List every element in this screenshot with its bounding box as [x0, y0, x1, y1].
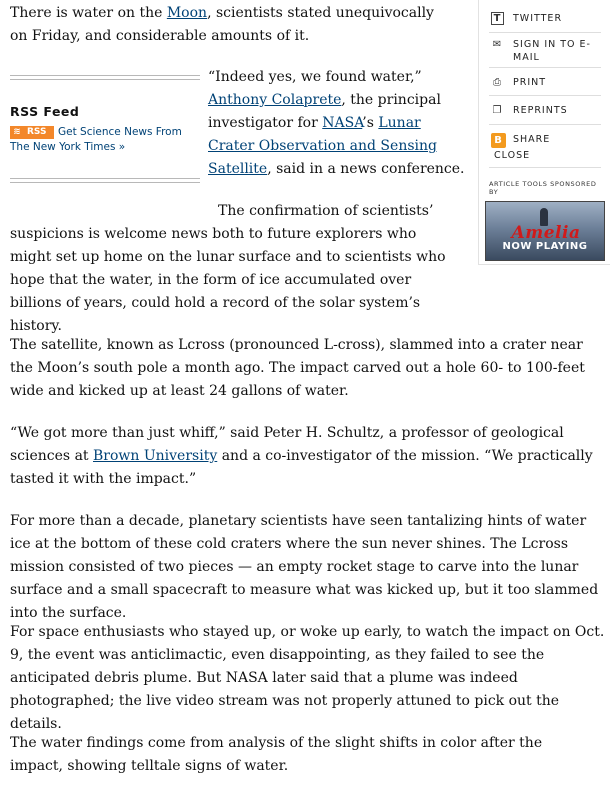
tool-divider — [489, 67, 601, 68]
email-icon: ✉ — [492, 39, 503, 50]
tool-divider — [489, 167, 601, 168]
paragraph-findings: The water findings come from analysis of the slight shifts in color after the impact, showing telltale signs of water. — [10, 735, 543, 774]
paragraph-quote: “Indeed yes, we found water,” Anthony Colaprete, the principal investigator for NASA’s Lunar Crater Observation and Sensing Satellite, said in a news conference. — [208, 69, 465, 177]
rss-top-rule — [10, 75, 200, 80]
brown-university-link[interactable]: Brown University — [93, 448, 218, 464]
paragraph-decade: For more than a decade, planetary scientists have seen tantalizing hints of water ice at the bottom of these cold craters where the sun never shines. The Lcross mission consisted of two pieces — an empty rocket stage to carve into the lunar surface and a small spacecraft to measure what was kicked up, but it too slammed into the surface. — [10, 513, 599, 621]
lcross-mission-link[interactable]: Lunar Crater Observation and Sensing Satellite — [208, 115, 437, 177]
ad-title: Amelia — [511, 223, 581, 243]
rss-title: RSS Feed — [10, 104, 80, 119]
rss-icon: ≋ — [13, 127, 21, 137]
sponsor-ad[interactable] — [485, 201, 605, 261]
moon-link[interactable]: Moon — [166, 5, 208, 21]
nasa-link[interactable]: NASA — [322, 115, 363, 131]
paragraph-satellite: The satellite, known as Lcross (pronounced L-cross), slammed into a crater near the Moon’s south pole a month ago. The impact carved out a hole 60- to 100-feet wide and kicked up at least 24 gallons of water. — [10, 337, 585, 399]
paragraph-intro: There is water on the Moon, scientists stated unequivocally on Friday, and considerable amounts of it. — [10, 5, 434, 44]
twitter-icon: T — [491, 12, 504, 25]
paragraph-enthusiasts: For space enthusiasts who stayed up, or woke up early, to watch the impact on Oct. 9, the event was anticlimactic, even disappointing, as they failed to see the anticipated debris plume. But NASA later said that a plume was indeed photographed; the live video stream was not properly attuned to pick out the details. — [10, 624, 605, 732]
tool-divider — [489, 124, 601, 125]
tool-divider — [489, 95, 601, 96]
paragraph-whiff: “We got more than just whiff,” said Peter H. Schultz, a professor of geological sciences at Brown University and a co-investigator of the mission. “We practically tasted it with the impact.” — [10, 425, 593, 487]
rss-badge[interactable]: ≋ RSS — [10, 126, 54, 139]
paragraph-confirmation: The confirmation of scientists’ suspicions is welcome news both to future explorers who might set up home on the lunar surface and to scientists who hope that the water, in the form of ice accumulated over billions of years, could hold a record of the solar system’s history. — [10, 203, 446, 334]
tool-divider — [489, 32, 601, 33]
share-icon: B — [491, 133, 506, 148]
ad-cta: NOW PLAYING — [502, 241, 588, 252]
rss-science-link[interactable]: Get Science News From The New York Times » — [10, 126, 182, 153]
anthony-colaprete-link[interactable]: Anthony Colaprete — [208, 92, 342, 108]
article-tools-panel: T TWITTER ✉ SIGN IN TO E-MAIL ⎙ PRINT ❐ REPRINTS B SHARE CLOSE ARTICLE TOOLS SPONSORED BY Amelia NOW PLAYING — [478, 0, 610, 265]
print-icon: ⎙ — [493, 77, 502, 88]
sponsor-label: ARTICLE TOOLS SPONSORED BY — [489, 180, 597, 196]
rss-bottom-rule — [10, 178, 200, 183]
reprints-icon: ❐ — [492, 105, 503, 116]
rss-feed-box — [10, 75, 200, 183]
